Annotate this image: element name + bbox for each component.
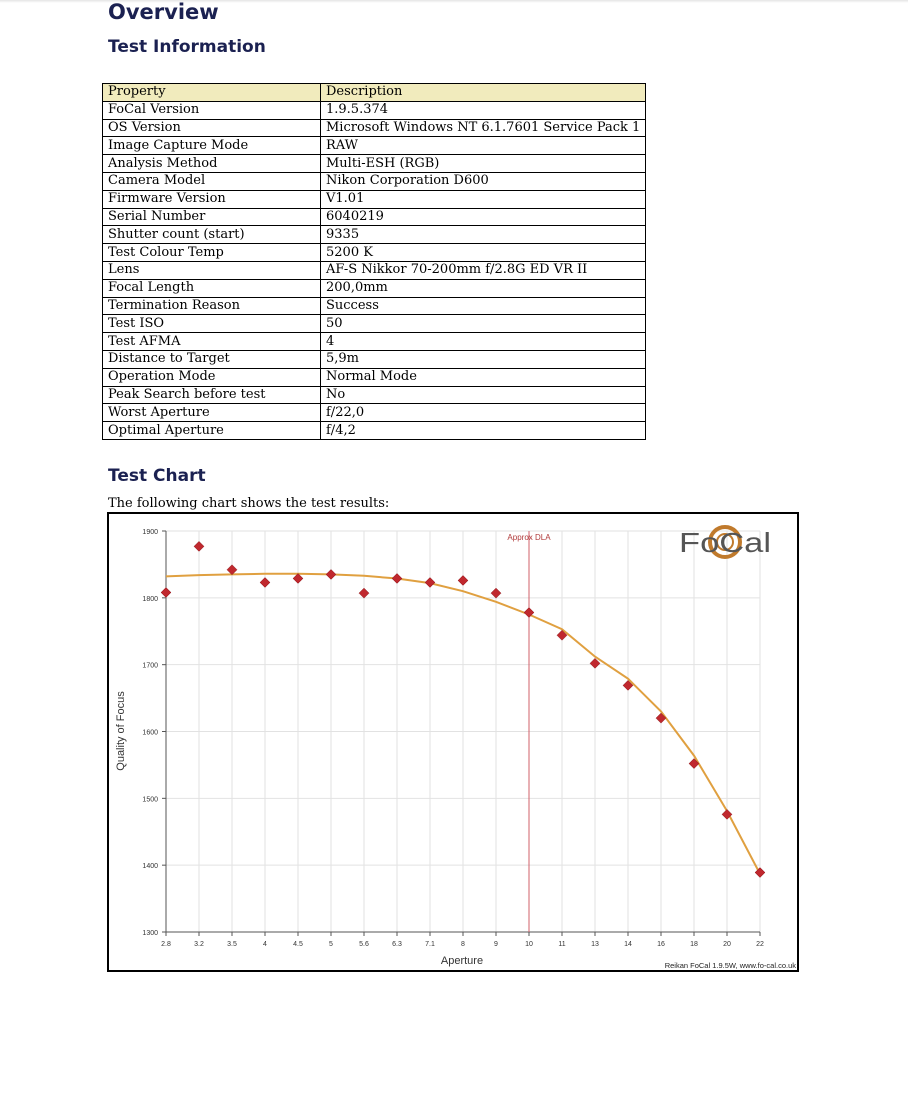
chart-intro-text: The following chart shows the test results: [108, 496, 390, 511]
x-tick-label: 22 [756, 941, 764, 948]
description-cell: AF-S Nikkor 70-200mm f/2.8G ED VR II [321, 261, 646, 279]
property-cell: Lens [103, 261, 321, 279]
y-tick-label: 1300 [142, 930, 158, 937]
description-cell: 9335 [321, 226, 646, 244]
table-row [103, 333, 646, 351]
description-cell: Normal Mode [321, 368, 646, 386]
table-row [103, 101, 646, 119]
property-cell: Camera Model [103, 172, 321, 190]
data-point [359, 588, 369, 598]
table-row [103, 350, 646, 368]
x-tick-label: 9 [494, 941, 498, 948]
chart-footer: Reikan FoCal 1.9.5W, www.fo-cal.co.uk [664, 961, 796, 970]
focus-chart [109, 514, 797, 970]
table-row [103, 261, 646, 279]
data-point [491, 588, 501, 598]
property-cell: Test ISO [103, 315, 321, 333]
table-row [103, 155, 646, 173]
table-body [103, 101, 646, 439]
x-tick-label: 10 [525, 941, 533, 948]
property-cell: Firmware Version [103, 190, 321, 208]
property-cell: FoCal Version [103, 101, 321, 119]
description-cell: Success [321, 297, 646, 315]
data-point [260, 577, 270, 587]
focal-logo [679, 527, 771, 558]
page-title: Overview [108, 0, 219, 24]
x-tick-label: 4.5 [293, 941, 303, 948]
description-cell: f/4,2 [321, 422, 646, 440]
table-row [103, 208, 646, 226]
test-information-heading: Test Information [108, 37, 266, 57]
property-cell: Image Capture Mode [103, 137, 321, 155]
description-cell: Multi-ESH (RGB) [321, 155, 646, 173]
property-cell: Distance to Target [103, 350, 321, 368]
x-tick-label: 16 [657, 941, 665, 948]
test-information-table [102, 83, 646, 440]
table-row [103, 137, 646, 155]
column-header-property: Property [103, 84, 321, 102]
table-row [103, 172, 646, 190]
y-tick-label: 1800 [142, 595, 158, 603]
table-row [103, 226, 646, 244]
property-cell: Test Colour Temp [103, 244, 321, 262]
description-cell: RAW [321, 137, 646, 155]
y-tick-label: 1900 [142, 529, 158, 536]
table-row [103, 315, 646, 333]
description-cell: 5,9m [321, 350, 646, 368]
property-cell: Worst Aperture [103, 404, 321, 422]
property-cell: Operation Mode [103, 368, 321, 386]
property-cell: Focal Length [103, 279, 321, 297]
table-row [103, 244, 646, 262]
description-cell: 5200 K [321, 244, 646, 262]
x-tick-label: 6.3 [392, 941, 402, 948]
x-tick-label: 20 [723, 941, 731, 948]
column-header-description: Description [321, 84, 646, 102]
data-point [392, 573, 402, 583]
x-tick-label: 5 [329, 941, 333, 948]
property-cell: Serial Number [103, 208, 321, 226]
description-cell: f/22,0 [321, 404, 646, 422]
chart-axes [142, 529, 764, 948]
table-header-row [103, 84, 646, 102]
description-cell: 6040219 [321, 208, 646, 226]
property-cell: Optimal Aperture [103, 422, 321, 440]
description-cell: 50 [321, 315, 646, 333]
y-tick-label: 1400 [142, 863, 158, 871]
description-cell: 1.9.5.374 [321, 101, 646, 119]
table-row [103, 368, 646, 386]
x-tick-label: 5.6 [359, 941, 369, 948]
x-tick-label: 14 [624, 941, 632, 948]
y-tick-label: 1500 [142, 796, 158, 804]
data-point [458, 575, 468, 585]
property-cell: Test AFMA [103, 333, 321, 351]
property-cell: Termination Reason [103, 297, 321, 315]
data-point [227, 565, 237, 575]
description-cell: 200,0mm [321, 279, 646, 297]
x-tick-label: 4 [263, 941, 267, 948]
test-chart-heading: Test Chart [108, 466, 206, 486]
data-point [425, 577, 435, 587]
property-cell: OS Version [103, 119, 321, 137]
x-tick-label: 2.8 [161, 941, 171, 948]
description-cell: V1.01 [321, 190, 646, 208]
x-tick-label: 3.5 [227, 941, 237, 948]
description-cell: Nikon Corporation D600 [321, 172, 646, 190]
description-cell: No [321, 386, 646, 404]
property-cell: Analysis Method [103, 155, 321, 173]
table-row [103, 119, 646, 137]
x-tick-label: 3.2 [194, 941, 204, 948]
dla-label: Approx DLA [507, 533, 551, 542]
x-tick-label: 7.1 [425, 941, 435, 948]
x-tick-label: 11 [558, 941, 566, 948]
table-row [103, 386, 646, 404]
y-axis-label: Quality of Focus [115, 691, 127, 771]
x-tick-label: 13 [591, 941, 599, 948]
data-point [326, 569, 336, 579]
table-row [103, 190, 646, 208]
description-cell: Microsoft Windows NT 6.1.7601 Service Pack 1 [321, 119, 646, 137]
x-tick-label: 18 [690, 941, 698, 948]
table-row [103, 279, 646, 297]
y-tick-label: 1700 [142, 662, 158, 670]
data-point [293, 573, 303, 583]
focus-chart-frame [107, 512, 799, 972]
table-row [103, 422, 646, 440]
description-cell: 4 [321, 333, 646, 351]
table-row [103, 404, 646, 422]
logo-text: FoCal [679, 527, 771, 558]
data-point [194, 541, 204, 551]
x-tick-label: 8 [461, 941, 465, 948]
x-axis-label: Aperture [440, 955, 484, 967]
table-row [103, 297, 646, 315]
property-cell: Peak Search before test [103, 386, 321, 404]
y-tick-label: 1600 [142, 729, 158, 737]
data-point [161, 587, 171, 597]
property-cell: Shutter count (start) [103, 226, 321, 244]
